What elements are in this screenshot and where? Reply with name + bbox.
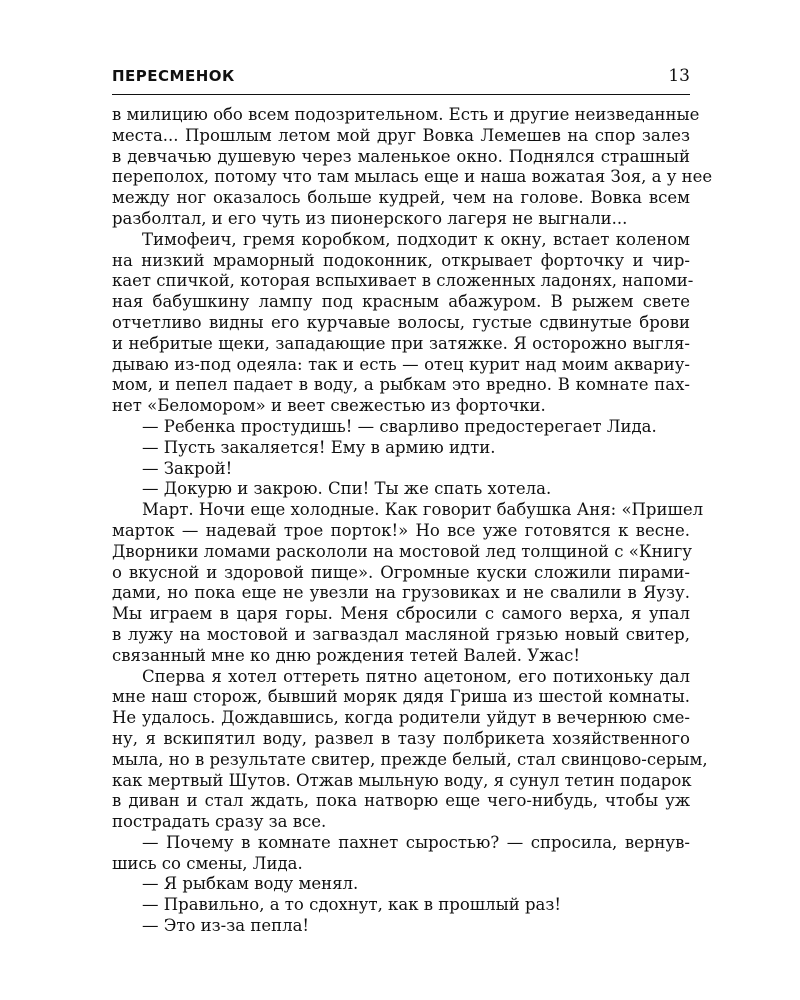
running-head-title: ПЕРЕСМЕНОК bbox=[112, 67, 235, 85]
text-line: Март. Ночи еще холодные. Как говорит бабушка Аня: «Пришел bbox=[142, 500, 704, 520]
text-line: мом, и пепел падает в воду, а рыбкам это вредно. В комнате пах- bbox=[112, 375, 690, 395]
text-line: дами, но пока еще не увезли на грузовиках и не свалили в Яузу. bbox=[112, 583, 690, 603]
text-line: связанный мне ко дню рождения тетей Валей. Ужас! bbox=[112, 645, 581, 665]
dialogue-line: — Докурю и закрою. Спи! Ты же спать хотела. bbox=[142, 479, 552, 499]
text-line: Сперва я хотел оттереть пятно ацетоном, его потихоньку дал bbox=[142, 666, 690, 686]
text-line: на низкий мраморный подоконник, открывает форточку и чир- bbox=[112, 250, 690, 270]
text-line: отчетливо видны его курчавые волосы, густые сдвинутые брови bbox=[112, 312, 690, 332]
text-line: пострадать сразу за все. bbox=[112, 812, 327, 832]
dialogue-line: — Пусть закаляется! Ему в армию идти. bbox=[142, 437, 496, 457]
text-line: Не удалось. Дождавшись, когда родители уйдут в вечернюю сме- bbox=[112, 708, 690, 728]
text-line: дываю из-под одеяла: так и есть — отец курит над моим аквариу- bbox=[112, 354, 690, 374]
text-line: ная бабушкину лампу под красным абажуром. В рыжем свете bbox=[112, 292, 690, 312]
text-line: марток — надевай трое порток!» Но все уже готовятся к весне. bbox=[112, 520, 690, 540]
text-line: кает спичкой, которая вспыхивает в сложенных ладонях, напоми- bbox=[112, 271, 694, 291]
body-text bbox=[112, 105, 713, 937]
text-line: разболтал, и его чуть из пионерского лагеря не выгнали... bbox=[112, 208, 628, 228]
text-line: Тимофеич, гремя коробком, подходит к окну, встает коленом bbox=[142, 229, 690, 249]
text-line: между ног оказалось больше кудрей, чем на голове. Вовка всем bbox=[112, 188, 690, 208]
text-line: ну, я вскипятил воду, развел в тазу полбрикета хозяйственного bbox=[112, 728, 690, 748]
text-line: мыла, но в результате свитер, прежде белый, стал свинцово-серым, bbox=[112, 749, 708, 769]
text-line: в девчачью душевую через маленькое окно. Поднялся страшный bbox=[112, 146, 690, 166]
text-line: нет «Беломором» и веет свежестью из форточки. bbox=[112, 396, 546, 416]
text-line: и небритые щеки, западающие при затяжке. Я осторожно выгля- bbox=[112, 333, 690, 353]
dialogue-line: — Правильно, а то сдохнут, как в прошлый раз! bbox=[142, 895, 562, 915]
page-header bbox=[112, 66, 690, 95]
dialogue-line: — Ребенка простудишь! — сварливо предостерегает Лида. bbox=[142, 416, 657, 436]
text-line: переполох, потому что там мылась еще и наша вожатая Зоя, а у нее bbox=[112, 167, 713, 187]
text-line: в милицию обо всем подозрительном. Есть и другие неизведанные bbox=[112, 105, 700, 124]
book-page bbox=[112, 66, 713, 937]
dialogue-line: шись со смены, Лида. bbox=[112, 853, 303, 873]
text-line: мне наш сторож, бывший моряк дядя Гриша из шестой комнаты. bbox=[112, 687, 690, 707]
text-line: в лужу на мостовой и загваздал масляной грязью новый свитер, bbox=[112, 624, 690, 644]
dialogue-line: — Я рыбкам воду менял. bbox=[142, 874, 359, 894]
text-line: Дворники ломами раскололи на мостовой лед толщиной с «Книгу bbox=[112, 541, 692, 561]
text-line: в диван и стал ждать, пока натворю еще чего-нибудь, чтобы уж bbox=[112, 791, 690, 811]
text-line: Мы играем в царя горы. Меня сбросили с самого верха, я упал bbox=[112, 604, 690, 624]
text-line: места... Прошлым летом мой друг Вовка Лемешев на спор залез bbox=[112, 125, 690, 145]
text-line: о вкусной и здоровой пище». Огромные куски сложили пирами- bbox=[112, 562, 690, 582]
text-line: как мертвый Шутов. Отжав мыльную воду, я сунул тетин подарок bbox=[112, 770, 692, 790]
dialogue-line: — Почему в комнате пахнет сыростью? — спросила, вернув- bbox=[142, 832, 690, 852]
dialogue-line: — Закрой! bbox=[142, 458, 233, 478]
page-number: 13 bbox=[668, 66, 690, 86]
dialogue-line: — Это из-за пепла! bbox=[142, 916, 310, 936]
